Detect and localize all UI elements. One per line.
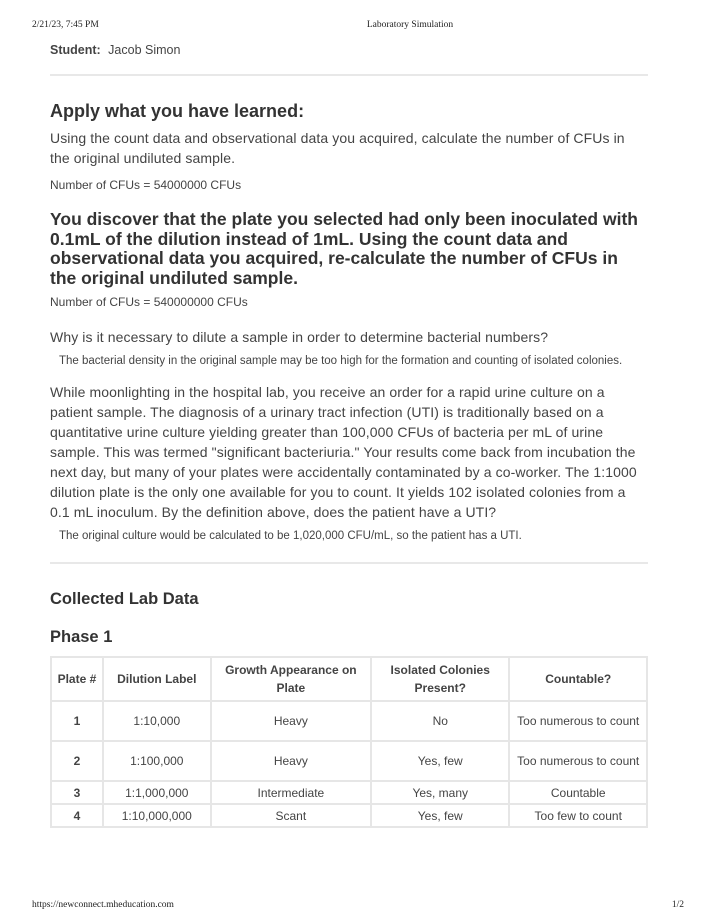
countable: Too numerous to count xyxy=(509,741,647,781)
countable: Countable xyxy=(509,781,647,804)
print-url: https://newconnect.mheducation.com xyxy=(32,900,174,910)
countable: Too few to count xyxy=(509,804,647,827)
growth-appearance: Heavy xyxy=(211,701,371,741)
header-isolated: Isolated Colonies Present? xyxy=(371,657,509,701)
plate-number: 2 xyxy=(51,741,103,781)
header-dilution: Dilution Label xyxy=(103,657,211,701)
phase-heading: Phase 1 xyxy=(50,628,113,646)
student-name: Jacob Simon xyxy=(108,43,181,57)
dilution-label: 1:10,000,000 xyxy=(103,804,211,827)
lab-report xyxy=(50,38,648,828)
table-row xyxy=(51,804,647,827)
print-date: 2/21/23, 7:45 PM xyxy=(32,20,99,30)
print-header xyxy=(0,20,714,34)
header-plate: Plate # xyxy=(51,657,103,701)
print-title: Laboratory Simulation xyxy=(366,20,454,30)
lab-data-table xyxy=(50,656,648,828)
apply-question: Using the count data and observational data you acquired, calculate the number of CFUs in the original undiluted sample. xyxy=(50,130,625,166)
plate-number: 1 xyxy=(51,701,103,741)
uti-answer: The original culture would be calculated to be 1,020,000 CFU/mL, so the patient has a UTI. xyxy=(59,530,522,542)
lab-data-heading: Collected Lab Data xyxy=(50,590,199,608)
student-label: Student: xyxy=(50,43,101,57)
isolated-colonies: Yes, few xyxy=(371,804,509,827)
growth-appearance: Intermediate xyxy=(211,781,371,804)
dilution-label: 1:100,000 xyxy=(103,741,211,781)
apply-answer: Number of CFUs = 54000000 CFUs xyxy=(50,178,242,192)
divider xyxy=(50,562,648,564)
plate-number: 4 xyxy=(51,804,103,827)
countable: Too numerous to count xyxy=(509,701,647,741)
table-row xyxy=(51,781,647,804)
table-header-row xyxy=(51,657,647,701)
page-number: 1/2 xyxy=(671,900,684,910)
isolated-colonies: Yes, many xyxy=(371,781,509,804)
recalc-answer: Number of CFUs = 540000000 CFUs xyxy=(50,295,248,309)
table-row xyxy=(51,701,647,741)
divider xyxy=(50,74,648,76)
dilution-label: 1:10,000 xyxy=(103,701,211,741)
apply-heading: Apply what you have learned: xyxy=(50,101,305,121)
why-answer: The bacterial density in the original sample may be too high for the formation and counting of isolated colonies. xyxy=(59,355,623,367)
dilution-label: 1:1,000,000 xyxy=(103,781,211,804)
growth-appearance: Scant xyxy=(211,804,371,827)
why-question: Why is it necessary to dilute a sample in order to determine bacterial numbers? xyxy=(50,329,549,345)
plate-number: 3 xyxy=(51,781,103,804)
isolated-colonies: No xyxy=(371,701,509,741)
table-row xyxy=(51,741,647,781)
recalc-question: You discover that the plate you selected had only been inoculated with 0.1mL of the dilution instead of 1mL. Using the count data and observational data you acquired, re-calculate the number of CFUs in the original undiluted sample. xyxy=(50,209,638,288)
header-countable: Countable? xyxy=(509,657,647,701)
growth-appearance: Heavy xyxy=(211,741,371,781)
student-line xyxy=(50,40,648,60)
header-growth: Growth Appearance on Plate xyxy=(211,657,371,701)
isolated-colonies: Yes, few xyxy=(371,741,509,781)
uti-question: While moonlighting in the hospital lab, you receive an order for a rapid urine culture on a patient sample. The diagnosis of a urinary tract infection (UTI) is traditionally based on a quantitative urine culture yielding greater than 100,000 CFUs of bacteria per mL of urine sample. This was termed "significant bacteriuria." Your results come back from incubation the next day, but many of your plates were accidentally contaminated by a co-worker. The 1:1000 dilution plate is the only one available for you to count. It yields 102 isolated colonies from a 0.1 mL inoculum. By the definition above, does the patient have a UTI? xyxy=(50,384,637,520)
